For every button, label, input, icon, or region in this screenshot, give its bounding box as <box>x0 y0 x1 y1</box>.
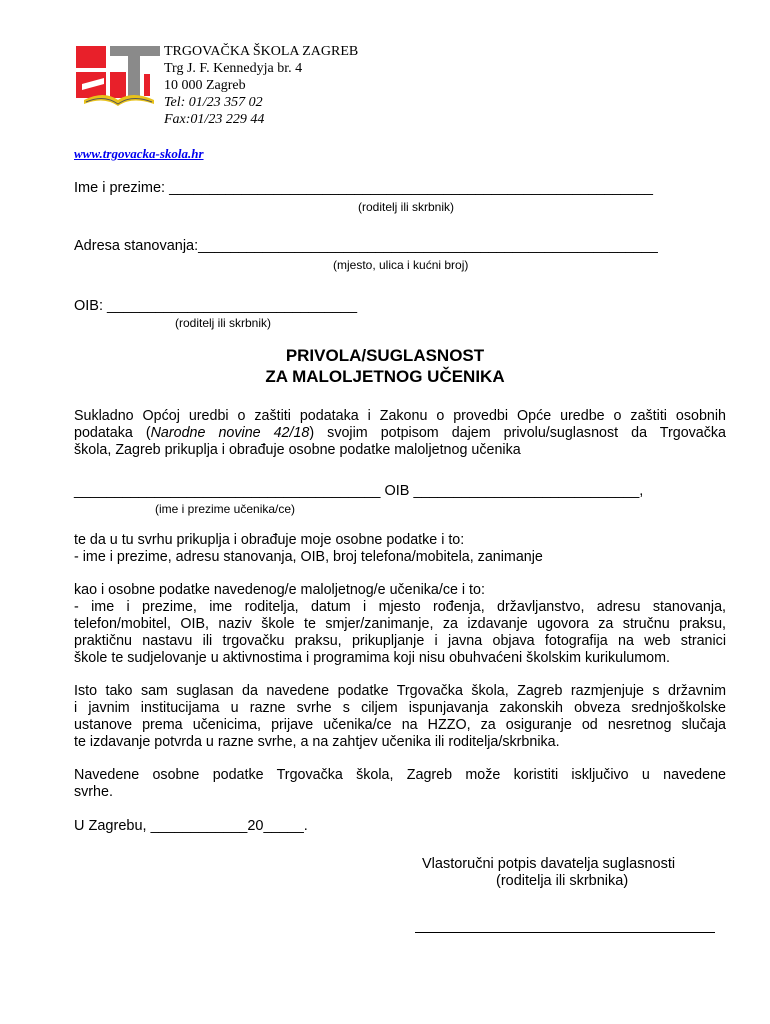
purpose-line: te da u tu svrhu prikuplja i obrađuje moje osobne podatke i to: <box>74 532 465 548</box>
school-tel: Tel: 01/23 357 02 <box>164 95 263 110</box>
minor-data-paragraph <box>74 582 726 667</box>
parent-oib-caption: (roditelj ili skrbnik) <box>175 316 272 330</box>
intro-line: Sukladno Općoj uredbi o zaštiti podataka i Zakonu o provedbi Opće uredbe o zaštiti osobnih <box>74 408 726 424</box>
school-logo-icon <box>74 44 162 110</box>
school-name: TRGOVAČKA ŠKOLA ZAGREB <box>164 44 359 59</box>
usage-line: svrhe. <box>74 784 113 800</box>
usage-paragraph <box>74 767 726 801</box>
student-name-oib-field[interactable]: ______________________________________ OIB ____________________________, <box>74 483 644 499</box>
usage-line: Navedene osobne podatke Trgovačka škola, Zagreb može koristiti isključivo u navedene <box>74 767 726 783</box>
school-fax: Fax:01/23 229 44 <box>164 112 265 127</box>
signature-line[interactable] <box>415 932 715 933</box>
exchange-line: Isto tako sam suglasan da navedene podatke Trgovačka škola, Zagreb razmjenjuje s državnim <box>74 683 726 699</box>
parent-oib-field[interactable]: OIB: _______________________________ <box>74 298 358 314</box>
exchange-paragraph <box>74 683 726 751</box>
exchange-line: i javnim institucijama u razne svrhe s ciljem ispunjavanja zakonskih obveza srednjoškolske <box>74 700 726 716</box>
intro-line: škola, Zagreb prikuplja i obrađuje osobne podatke maloljetnog učenika <box>74 442 521 458</box>
minor-data-line: škole te sudjelovanje u aktivnostima i programima koji nisu obuhvaćeni školskim kurikulumom. <box>74 650 670 666</box>
school-city: 10 000 Zagreb <box>164 78 246 93</box>
exchange-line: te izdavanje potvrda u razne svrhe, a na zahtjev učenika ili roditelja/skrbnika. <box>74 734 560 750</box>
exchange-line: ustanove prema učenicima, prijave učenika/ce na HZZO, za osiguranje od nesretnog slučaja <box>74 717 726 733</box>
student-caption: (ime i prezime učenika/ce) <box>155 502 296 516</box>
minor-data-line: kao i osobne podatke navedenog/e maloljetnog/e učenika/ce i to: <box>74 582 485 598</box>
law-reference: Narodne novine 42/18 <box>150 425 310 441</box>
purpose-line: - ime i prezime, adresu stanovanja, OIB, broj telefona/mobitela, zanimanje <box>74 549 543 565</box>
intro-line-legal: podataka (Narodne novine 42/18) svojim potpisom dajem privolu/suglasnost da Trgovačka <box>74 425 726 441</box>
website-link[interactable]: www.trgovacka-skola.hr <box>74 146 204 161</box>
parent-name-caption: (roditelj ili skrbnik) <box>358 200 455 214</box>
place-date-field[interactable]: U Zagrebu, ____________20_____. <box>74 818 308 834</box>
signature-label: Vlastoručni potpis davatelja suglasnosti <box>422 856 676 872</box>
minor-data-line: - ime i prezime, ime roditelja, datum i mjesto rođenja, državljanstvo, adresu stanovanja, <box>74 599 726 615</box>
doc-title-line1: PRIVOLA/SUGLASNOST <box>285 346 485 365</box>
address-field[interactable]: Adresa stanovanja:_________________________________________________________ <box>74 238 658 254</box>
intro-paragraph <box>74 408 726 459</box>
minor-data-line: telefon/mobitel, OIB, naziv škole te smjer/zanimanje, za izdavanje ugovora za stručnu praksu, <box>74 616 726 632</box>
minor-data-line: praktičnu nastavu ili trgovačku praksu, prikupljanje i javna objava fotografija na web stranici <box>74 633 726 649</box>
purpose-paragraph <box>74 532 726 566</box>
school-street: Trg J. F. Kennedyja br. 4 <box>164 61 303 76</box>
address-caption: (mjesto, ulica i kućni broj) <box>333 258 469 272</box>
parent-name-field[interactable]: Ime i prezime: ____________________________________________________________ <box>74 180 653 196</box>
doc-title-line2: ZA MALOLJETNOG UČENIKA <box>265 367 505 386</box>
signature-sublabel: (roditelja ili skrbnika) <box>496 873 629 889</box>
